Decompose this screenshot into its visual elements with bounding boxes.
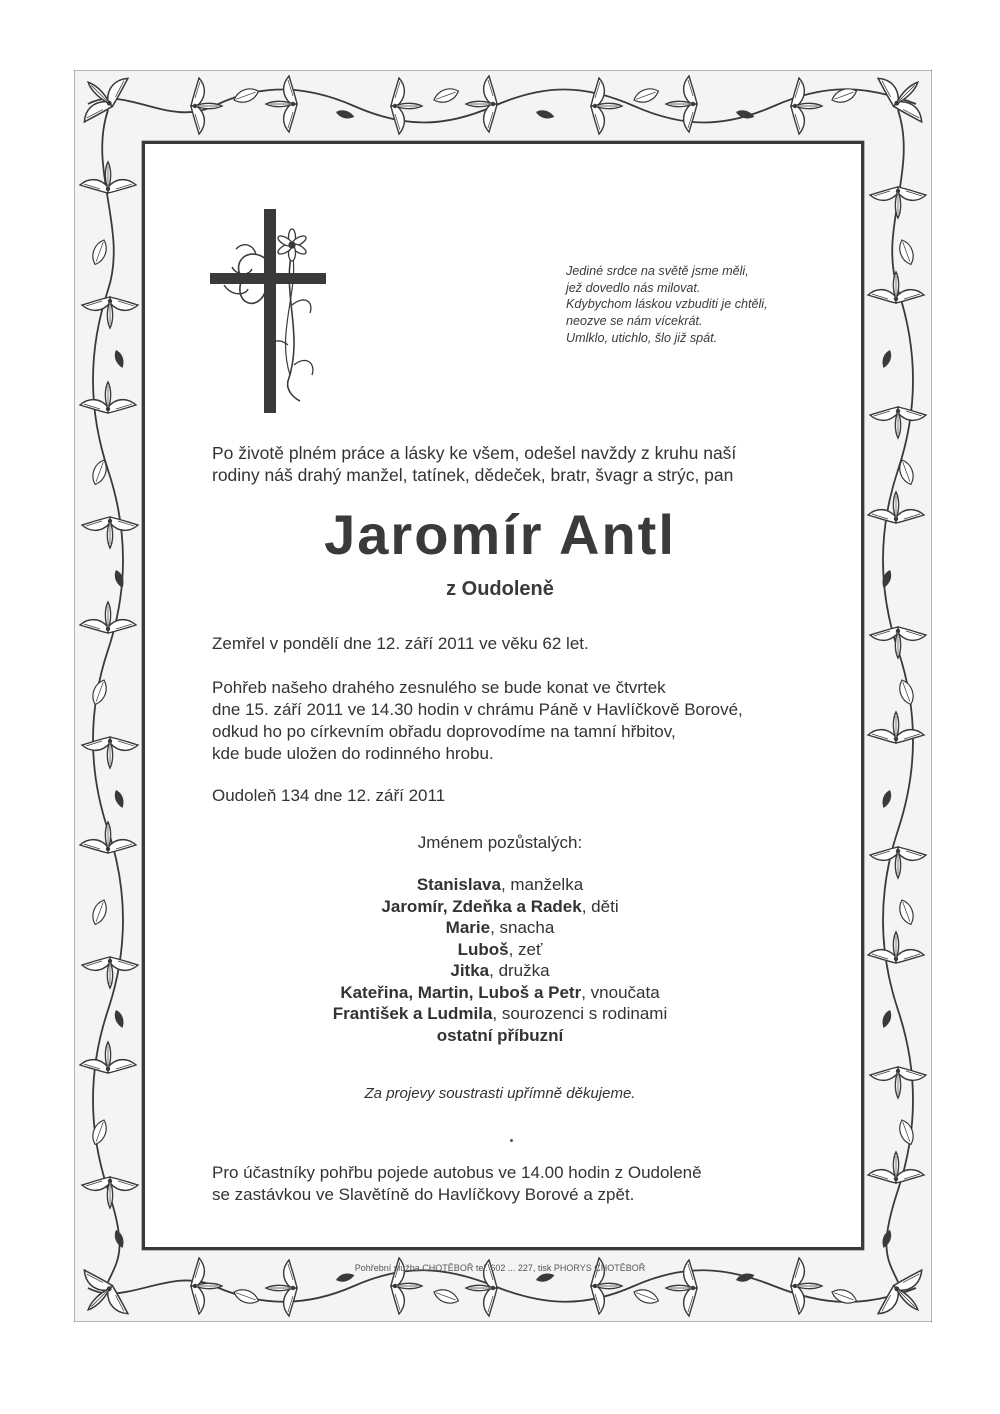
- mourner-relation: , snacha: [490, 918, 555, 937]
- death-notice: Zemřel v pondělí dne 12. září 2011 ve věku 62 let.: [212, 634, 589, 653]
- thanks-line: Za projevy soustrasti upřímně děkujeme.: [364, 1085, 636, 1102]
- mourner-name: Luboš: [457, 939, 509, 959]
- divider-dot: [510, 1139, 513, 1142]
- mourner-name: Marie: [445, 918, 491, 937]
- survivors-heading: Jménem pozůstalých:: [417, 833, 583, 852]
- mourner-row: [0, 917, 1000, 939]
- mourner-relation: , děti: [581, 896, 619, 916]
- mourner-relation: , vnoučata: [581, 982, 660, 1002]
- mourner-row: [0, 896, 1000, 918]
- mourner-row: [0, 960, 1000, 982]
- mourner-name: František a Ludmila: [332, 1004, 493, 1023]
- mourner-row: [0, 939, 1000, 961]
- poem-line: jež dovedlo nás milovat.: [566, 280, 701, 295]
- mourner-row: [0, 1003, 1000, 1025]
- mourner-relation: , manželka: [500, 875, 584, 894]
- mourners-list: [0, 874, 1000, 1046]
- mourner-relation: , družka: [489, 961, 550, 980]
- poem-line: Jediné srdce na světě jsme měli,: [566, 264, 749, 278]
- poem: [566, 263, 846, 347]
- intro-line: rodiny náš drahý manžel, tatínek, dědeček, bratr, švagr a strýc, pan: [212, 465, 734, 485]
- cross-with-lily-icon: [196, 205, 326, 415]
- mourner-name: Jaromír, Zdeňka a Radek: [381, 896, 582, 916]
- mourner-name: Kateřina, Martin, Luboš a Petr: [340, 982, 582, 1002]
- funeral-line: kde bude uložen do rodinného hrobu.: [212, 744, 494, 763]
- printer-credit: Pohřební služba CHOTĚBOŘ tel. 602 ... 227, tisk PHORYS CHOTĚBOŘ: [354, 1263, 646, 1273]
- funeral-line: odkud ho po církevním obřadu doprovodíme na tamní hřbitov,: [212, 722, 676, 741]
- intro-line: Po životě plném práce a lásky ke všem, odešel navždy z kruhu naší: [212, 443, 737, 463]
- mourner-name: Stanislava: [416, 875, 501, 894]
- bus-info-paragraph: [212, 1162, 702, 1206]
- deceased-name: Jaromír Antl: [324, 503, 676, 566]
- funeral-line: Pohřeb našeho drahého zesnulého se bude konat ve čtvrtek: [212, 678, 666, 697]
- bus-info-line: Pro účastníky pohřbu pojede autobus ve 14.00 hodin z Oudoleně: [212, 1163, 702, 1182]
- mourner-name: ostatní příbuzní: [436, 1025, 564, 1045]
- poem-line: neozve se nám vícekrát.: [566, 314, 703, 329]
- poem-line: Umlklo, utichlo, šlo již spát.: [566, 330, 718, 345]
- intro-paragraph: [212, 442, 736, 486]
- funeral-paragraph: [212, 677, 743, 765]
- mourner-relation: , sourozenci s rodinami: [492, 1004, 668, 1023]
- poem-line: Kdybychom láskou vzbuditi je chtěli,: [566, 297, 768, 312]
- bus-info-line: se zastávkou ve Slavětíně do Havlíčkovy Borové a zpět.: [212, 1185, 635, 1204]
- mourner-relation: , zeť: [508, 939, 543, 959]
- place-date: Oudoleň 134 dne 12. září 2011: [212, 786, 446, 805]
- mourner-row: [0, 874, 1000, 896]
- mourner-row: [0, 982, 1000, 1004]
- mourner-name: Jitka: [450, 961, 490, 980]
- mourner-row: [0, 1025, 1000, 1047]
- funeral-line: dne 15. září 2011 ve 14.30 hodin v chrámu Páně v Havlíčkově Borové,: [212, 700, 743, 719]
- deceased-origin: z Oudoleně: [446, 578, 554, 600]
